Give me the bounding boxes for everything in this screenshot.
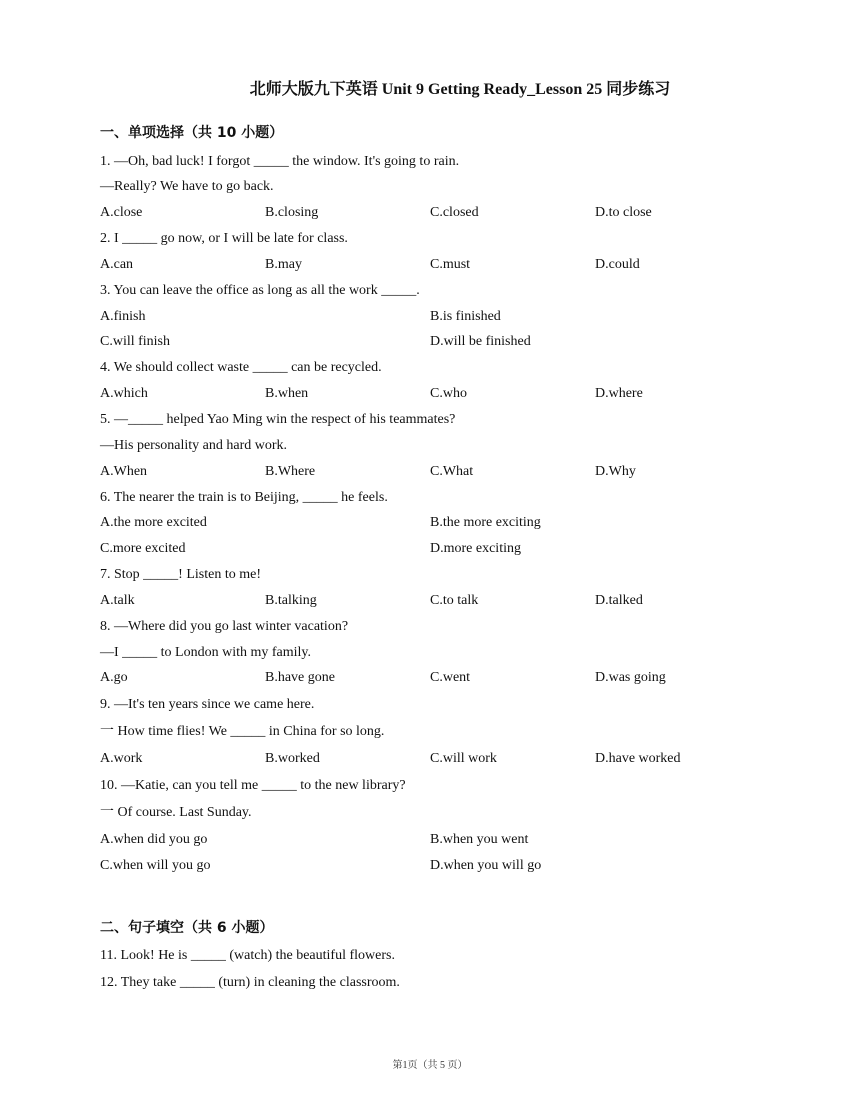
question-4-option-d: D.where [595,386,643,401]
question-5-stem: 5. —_____ helped Yao Ming win the respect of his teammates? [100,412,456,427]
question-4-option-b: B.when [265,386,309,401]
question-7-stem: 7. Stop _____! Listen to me! [100,567,261,582]
question-5-option-d: D.Why [595,464,636,479]
question-9-option-c: C.will work [430,751,497,766]
question-8-option-d: D.was going [595,670,666,685]
question-1-stem: 1. —Oh, bad luck! I forgot _____ the window. It's going to rain. [100,154,460,169]
question-7-option-a: A.talk [100,593,135,608]
page-footer: 第1页（共 5 页） [392,1060,468,1071]
question-8-option-a: A.go [100,670,128,685]
question-4-option-a: A.which [100,386,148,401]
question-5-reply: —His personality and hard work. [100,438,288,453]
question-3-option-d: D.will be finished [430,334,531,349]
question-1-option-d: D.to close [595,205,652,220]
question-1-option-c: C.closed [430,205,479,220]
question-2-option-b: B.may [265,257,302,272]
question-5-option-a: A.When [100,464,148,479]
question-5-option-b: B.Where [265,464,316,479]
question-10-reply: 一 Of course. Last Sunday. [100,805,252,820]
question-9-option-a: A.work [100,751,143,766]
question-6-option-a: A.the more excited [100,515,207,530]
question-8-option-b: B.have gone [265,670,335,685]
question-9-stem: 9. —It's ten years since we came here. [100,697,315,712]
question-6-stem: 6. The nearer the train is to Beijing, _____ he feels. [100,490,388,505]
question-4-stem: 4. We should collect waste _____ can be recycled. [100,360,382,375]
question-8-stem: 8. —Where did you go last winter vacation? [100,619,349,634]
question-7-option-b: B.talking [265,593,317,608]
question-2-option-d: D.could [595,257,640,272]
question-10-option-a: A.when did you go [100,832,208,847]
page-title: 北师大版九下英语 Unit 9 Getting Ready_Lesson 25 同步练习 [249,81,671,98]
question-9-option-d: D.have worked [595,751,681,766]
question-9-option-b: B.worked [265,751,320,766]
question-10-option-c: C.when will you go [100,858,211,873]
question-6-option-c: C.more excited [100,541,186,556]
question-4-option-c: C.who [430,386,467,401]
question-8-reply: —I _____ to London with my family. [100,645,312,660]
question-11-stem: 11. Look! He is _____ (watch) the beautiful flowers. [100,948,395,963]
question-10-stem: 10. —Katie, can you tell me _____ to the new library? [100,778,406,793]
question-7-option-d: D.talked [595,593,643,608]
question-10-option-b: B.when you went [430,832,529,847]
question-6-option-b: B.the more exciting [430,515,541,530]
question-1-option-b: B.closing [265,205,319,220]
question-8-option-c: C.went [430,670,471,685]
section-heading-single-choice: 一、单项选择（共 10 小题） [100,125,284,141]
question-3-option-c: C.will finish [100,334,171,349]
question-6-option-d: D.more exciting [430,541,521,556]
question-1-reply: —Really? We have to go back. [100,179,274,194]
question-1-option-a: A.close [100,205,143,220]
question-5-option-c: C.What [430,464,474,479]
question-2-option-a: A.can [100,257,134,272]
section-heading-sentence-fill: 二、句子填空（共 6 小题） [100,920,274,936]
question-9-reply: 一 How time flies! We _____ in China for so long. [100,724,385,739]
question-3-stem: 3. You can leave the office as long as all the work _____. [100,283,420,298]
question-2-option-c: C.must [430,257,471,272]
question-3-option-b: B.is finished [430,309,501,324]
question-7-option-c: C.to talk [430,593,479,608]
question-12-stem: 12. They take _____ (turn) in cleaning the classroom. [100,975,400,990]
question-10-option-d: D.when you will go [430,858,542,873]
question-3-option-a: A.finish [100,309,146,324]
question-2-stem: 2. I _____ go now, or I will be late for class. [100,231,348,246]
